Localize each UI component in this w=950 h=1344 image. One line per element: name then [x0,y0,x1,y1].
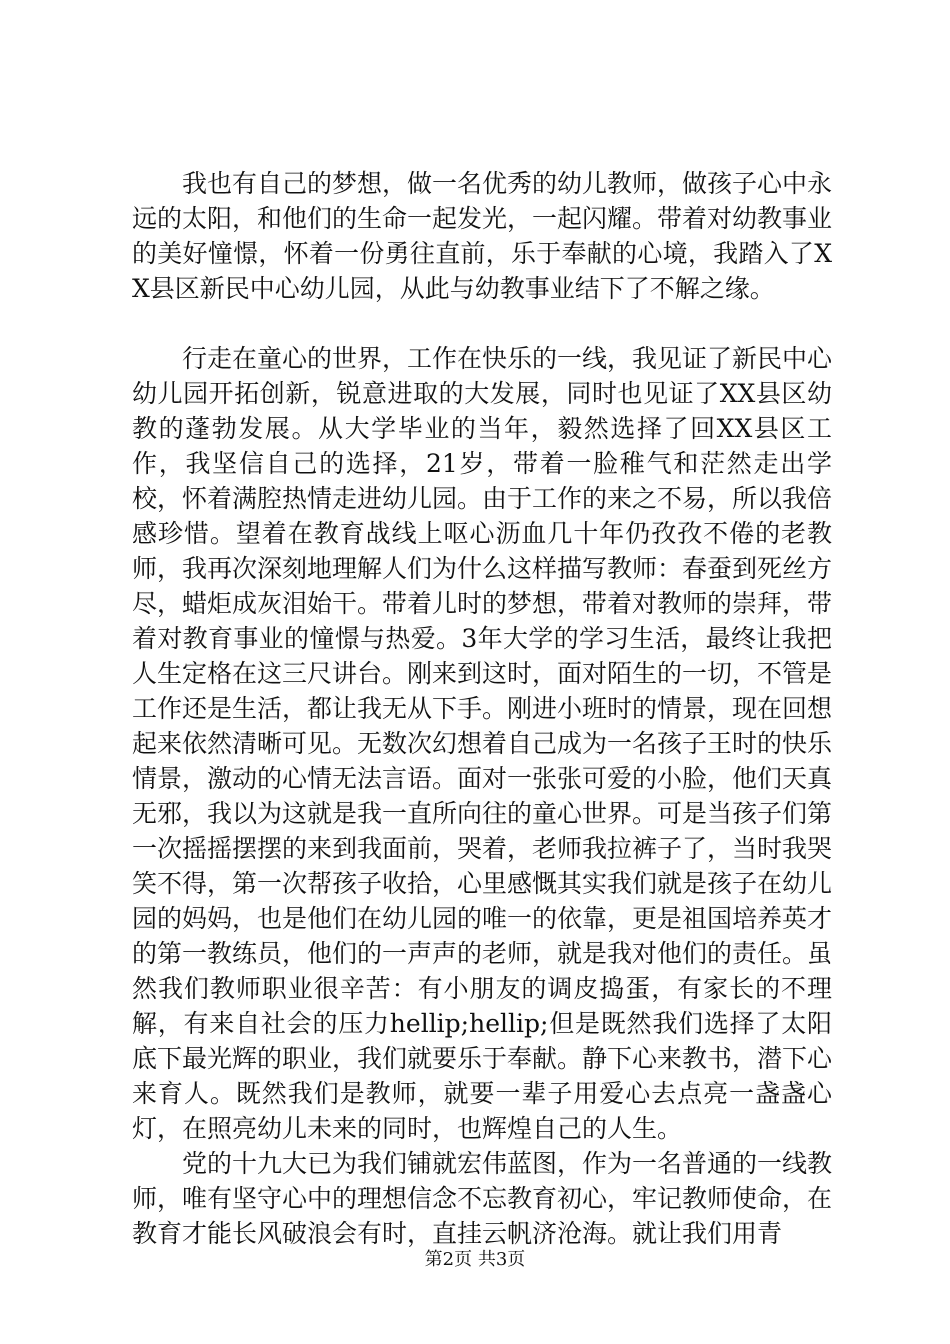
page-footer: 第2页 共3页 [424,1249,526,1270]
paragraph-spacer [132,306,832,341]
paragraph-3: 党的十九大已为我们铺就宏伟蓝图，作为一名普通的一线教师，唯有坚守心中的理想信念不忘教育初心，牢记教师使命，在教育才能长风破浪会有时，直挂云帆济沧海。就让我们用青 [132,1149,833,1248]
paragraph-2: 行走在童心的世界，工作在快乐的一线，我见证了新民中心幼儿园开拓创新，锐意进取的大发展，同时也见证了XX县区幼教的蓬勃发展。从大学毕业的当年，毅然选择了回XX县区工作，我坚信自己的选择，21岁，带着一脸稚气和茫然走出学校，怀着满腔热情走进幼儿园。由于工作的来之不易，所以我倍感珍惜。望着在教育战线上呕心沥血几十年仍孜孜不倦的老教师，我再次深刻地理解人们为什么这样描写教师：春蚕到死丝方尽，蜡炬成灰泪始干。带着儿时的梦想，带着对教师的崇拜，带着对教育事业的憧憬与热爱。3年大学的学习生活，最终让我把人生定格在这三尺讲台。刚来到这时，面对陌生的一切，不管是工作还是生活，都让我无从下手。刚进小班时的情景，现在回想起来依然清晰可见。无数次幻想着自己成为一名孩子王时的快乐情景，激动的心情无法言语。面对一张张可爱的小脸，他们天真无邪，我以为这就是我一直所向往的童心世界。可是当孩子们第一次摇摇摆摆的来到我面前，哭着，老师我拉裤子了，当时我哭笑不得，第一次帮孩子收拾，心里感慨其实我们就是孩子在幼儿园的妈妈，也是他们在幼儿园的唯一的依靠，更是祖国培养英才的第一教练员，他们的一声声的老师，就是我对他们的责任。虽然我们教师职业很辛苦：有小朋友的调皮捣蛋，有家长的不理解，有来自社会的压力hellip;hellip;但是既然我们选择了太阳底下最光辉的职业，我们就要乐于奉献。静下心来教书，潜下心来育人。既然我们是教师，就要一辈子用爱心去点亮一盏盏心灯，在照亮幼儿未来的同时，也辉煌自己的人生。 [132,344,833,1143]
paragraph-1: 我也有自己的梦想，做一名优秀的幼儿教师，做孩子心中永远的太阳，和他们的生命一起发光，一起闪耀。带着对幼教事业的美好憧憬，怀着一份勇往直前，乐于奉献的心境，我踏入了XX县区新民中心幼儿园，从此与幼教事业结下了不解之缘。 [132,169,833,303]
document-body [132,166,832,1251]
